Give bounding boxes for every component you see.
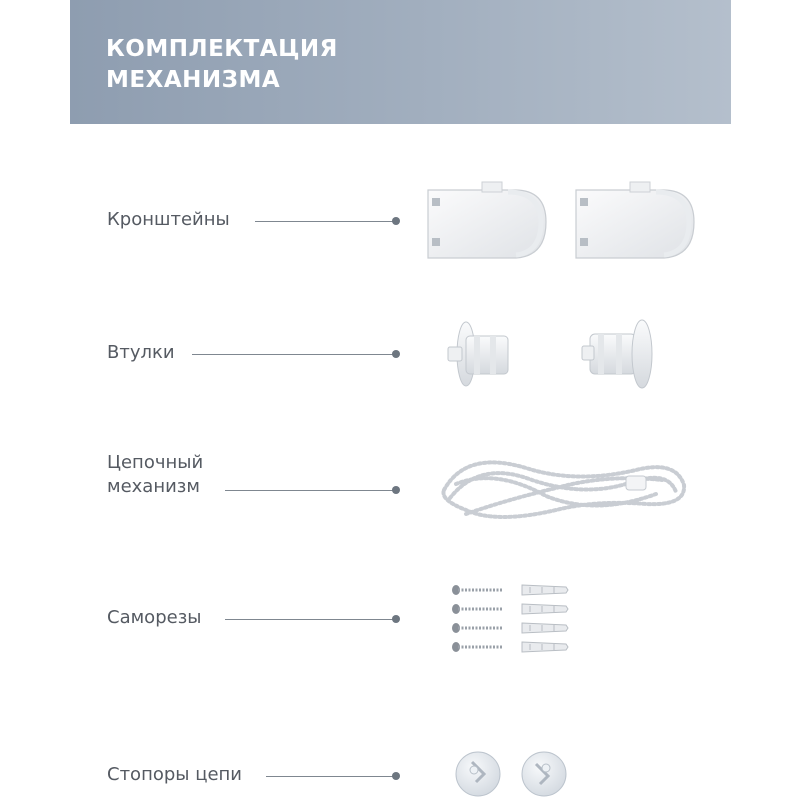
bracket-icon (428, 182, 546, 258)
item-label-brackets: Кронштейны (107, 209, 230, 230)
bead-chain-icon (436, 440, 696, 530)
item-label-bushings: Втулки (107, 342, 175, 363)
bracket-pair (420, 178, 710, 263)
connector-dot (392, 772, 400, 780)
connector-line (225, 490, 395, 491)
item-label-line-2: механизм (107, 476, 200, 497)
item-label-screws: Саморезы (107, 607, 202, 628)
screw-set (452, 585, 502, 652)
item-label-chain-stoppers: Стопоры цепи (107, 764, 242, 785)
header-banner (70, 0, 731, 124)
page-title-line-1: КОМПЛЕКТАЦИЯ (106, 36, 338, 62)
page-title (106, 34, 338, 96)
item-label-chain-mechanism (107, 451, 203, 499)
chain-stopper-icon (456, 752, 500, 796)
item-label-line-1: Цепочный (107, 452, 204, 473)
connector-dot (392, 486, 400, 494)
bushing-icon (448, 322, 508, 386)
page-title-line-2: МЕХАНИЗМА (106, 67, 281, 93)
connector-dot (392, 615, 400, 623)
bushing-pair (440, 316, 670, 396)
chain-stopper-icon (522, 752, 566, 796)
connector-dot (392, 217, 400, 225)
connector-line (225, 619, 395, 620)
chain-stopper-pair (450, 748, 570, 800)
screws-and-anchors-icon (448, 580, 578, 660)
connector-line (192, 354, 395, 355)
connector-dot (392, 350, 400, 358)
anchor-set (522, 585, 568, 652)
connector-line (266, 776, 395, 777)
connector-line (255, 221, 395, 222)
bracket-icon (576, 182, 694, 258)
bushing-icon (582, 320, 652, 388)
